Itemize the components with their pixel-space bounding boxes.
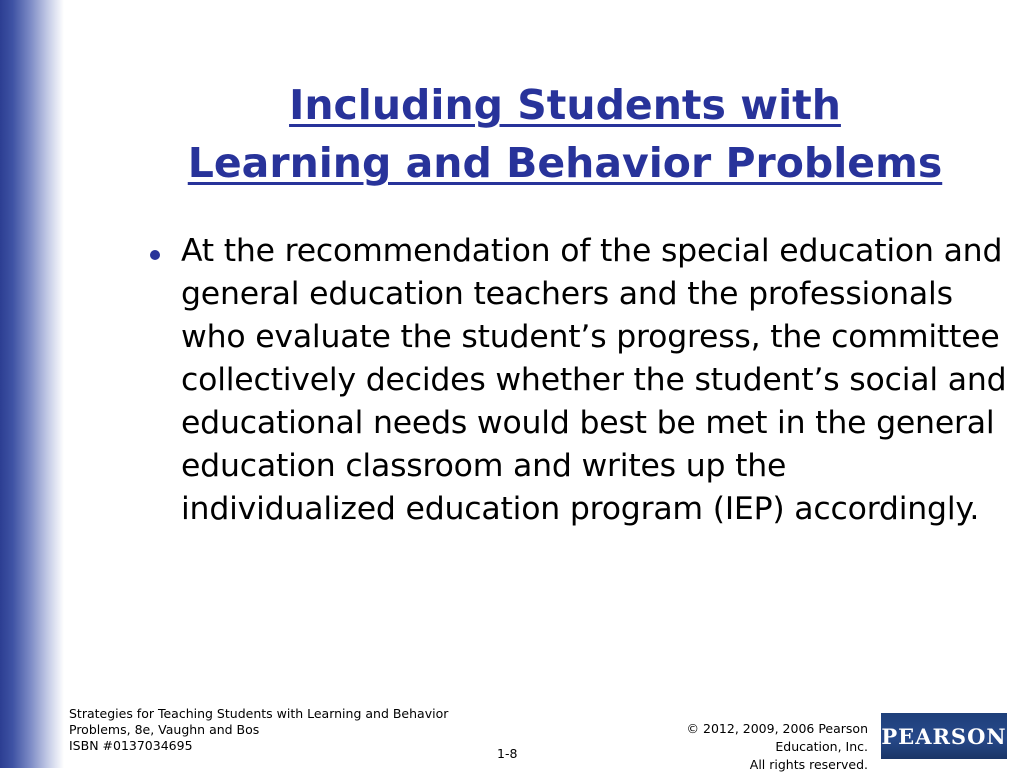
slide-title (130, 76, 1000, 192)
pearson-logo (881, 713, 1007, 759)
pearson-logo-text: PEARSON (881, 723, 1007, 749)
book-citation-line-1: Strategies for Teaching Students with Learning and Behavior (69, 706, 449, 721)
bullet-dot-icon (150, 250, 160, 260)
bullet-list (150, 230, 1010, 531)
decorative-side-band (0, 0, 64, 768)
copyright-line-1: © 2012, 2009, 2006 Pearson (686, 721, 868, 736)
copyright-line-3: All rights reserved. (749, 757, 868, 772)
bullet-item (150, 230, 1010, 531)
bullet-text: At the recommendation of the special education and general education teachers and the professionals who evaluate the student’s progress, the committee collectively decides whether the student’s social and educational needs would best be met in the general education classroom and writes up the individualized education program (IEP) accordingly. (181, 233, 1007, 527)
slide-title-line-2: Learning and Behavior Problems (187, 139, 943, 187)
book-citation-line-2: Problems, 8e, Vaughn and Bos (69, 722, 260, 737)
slide-title-line-1: Including Students with (289, 81, 841, 129)
book-citation-line-3: ISBN #0137034695 (69, 738, 193, 753)
copyright-notice (640, 720, 868, 774)
copyright-line-2: Education, Inc. (775, 739, 868, 754)
book-citation (69, 706, 489, 754)
slide-number: 1-8 (497, 746, 518, 761)
